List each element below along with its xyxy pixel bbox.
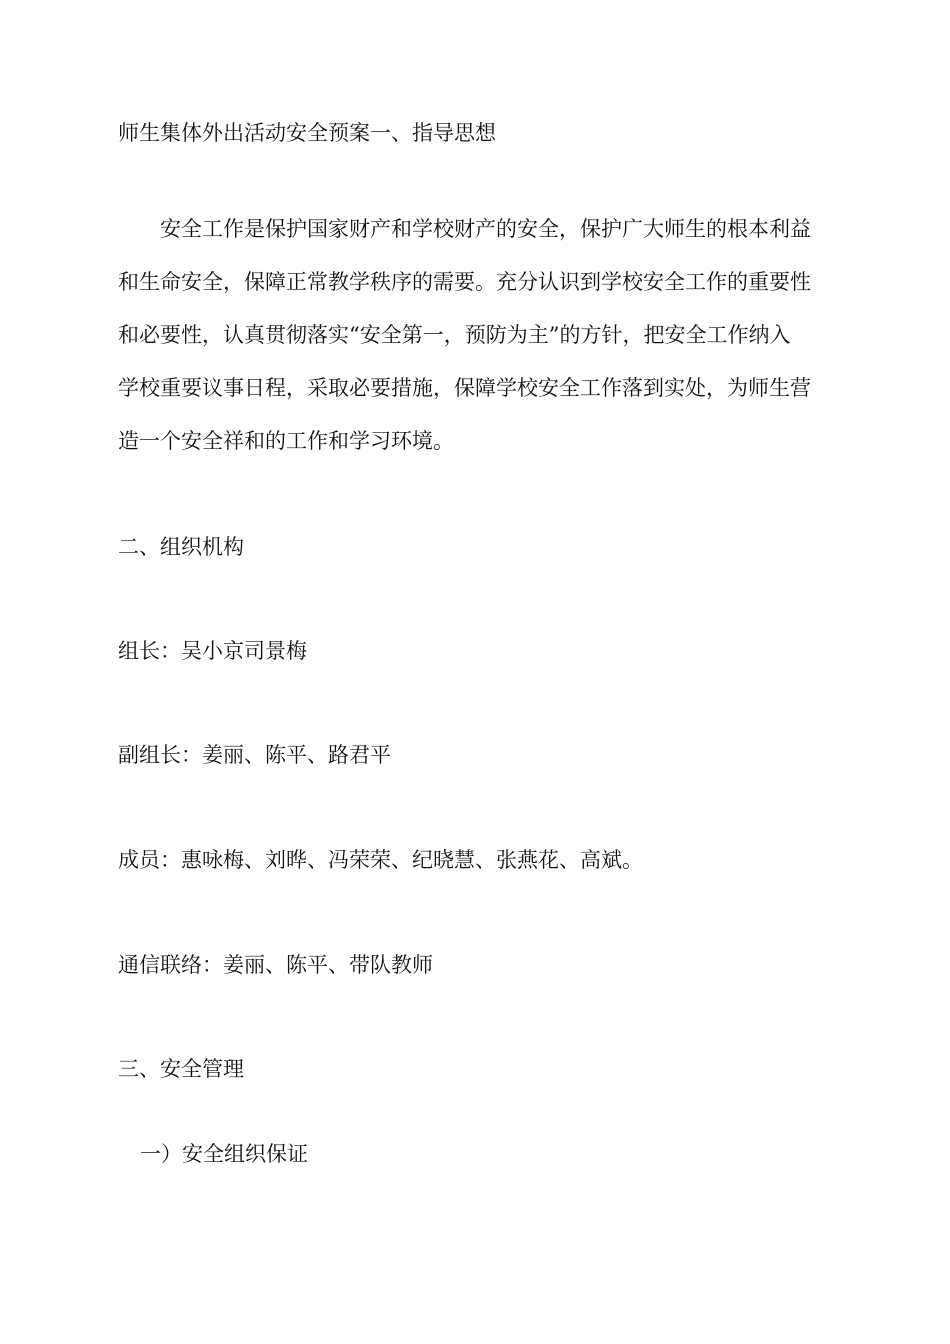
subsection1-heading: 一）安全组织保证 <box>140 1142 308 1166</box>
deputy-leader-line: 副组长：姜丽、陈平、路君平 <box>118 743 391 767</box>
intro-line-2: 和生命安全，保障正常教学秩序的需要。充分认识到学校安全工作的重要性 <box>118 270 811 294</box>
intro-line-4: 学校重要议事日程，采取必要措施，保障学校安全工作落到实处，为师生营 <box>118 376 811 400</box>
intro-line-1: 安全工作是保护国家财产和学校财产的安全，保护广大师生的根本利益 <box>160 217 811 241</box>
intro-line-5: 造一个安全祥和的工作和学习环境。 <box>118 429 454 453</box>
section3-heading: 三、安全管理 <box>118 1057 244 1081</box>
leader-line: 组长：吴小京司景梅 <box>118 639 307 663</box>
communication-line: 通信联络：姜丽、陈平、带队教师 <box>118 953 433 977</box>
intro-paragraph <box>118 215 828 455</box>
members-line: 成员：惠咏梅、刘晔、冯荣荣、纪晓慧、张燕花、高斌。 <box>118 848 643 872</box>
intro-line-3: 和必要性，认真贯彻落实“安全第一，预防为主”的方针，把安全工作纳入 <box>118 323 791 347</box>
document-title: 师生集体外出活动安全预案一、指导思想 <box>118 121 496 145</box>
section2-heading: 二、组织机构 <box>118 535 244 559</box>
